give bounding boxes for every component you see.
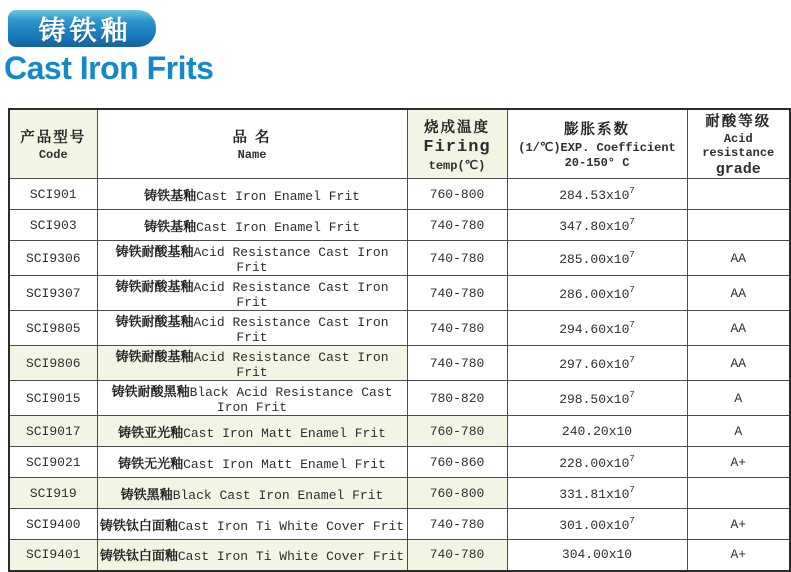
product-code-cell: SCI9017	[9, 416, 97, 447]
product-name-cell	[97, 179, 407, 210]
product-name-zh: 铸铁黑釉	[120, 486, 173, 502]
product-code-cell: SCI9400	[9, 509, 97, 540]
product-name-cell	[97, 478, 407, 509]
product-name-cell	[97, 447, 407, 478]
expansion-value: 294.60x10	[559, 321, 630, 337]
col-header-code-zh: 产品型号	[20, 130, 87, 146]
table-row	[9, 416, 790, 447]
expansion-exponent: 7	[629, 515, 635, 526]
acid-resistance-grade-cell: A+	[687, 540, 790, 571]
expansion-exponent: 7	[629, 354, 635, 365]
frits-spec-table	[8, 108, 791, 572]
product-name-cell	[97, 540, 407, 571]
product-name-en: Cast Iron Ti White Cover Frit	[177, 549, 405, 565]
expansion-value: 297.60x10	[559, 356, 630, 372]
expansion-value: 286.00x10	[559, 286, 630, 302]
product-code-cell: SCI9401	[9, 540, 97, 571]
product-name-zh: 铸铁钛白面釉	[99, 517, 178, 533]
product-name-zh: 铸铁耐酸基釉	[115, 279, 194, 294]
firing-temp-cell: 760-800	[407, 478, 507, 509]
product-name-cell	[97, 210, 407, 241]
product-code-cell: SCI919	[9, 478, 97, 509]
col-header-grade-en2: grade	[715, 161, 761, 178]
section-banner	[8, 10, 156, 47]
product-name-zh: 铸铁钛白面釉	[99, 548, 178, 564]
product-name-en: Cast Iron Enamel Frit	[196, 219, 360, 235]
product-code-cell: SCI9015	[9, 381, 97, 416]
expansion-coefficient-cell	[507, 447, 687, 478]
product-code-cell: SCI903	[9, 210, 97, 241]
table-row	[9, 346, 790, 381]
col-header-grade	[687, 109, 790, 179]
col-header-name	[97, 109, 407, 179]
expansion-coefficient-cell	[507, 478, 687, 509]
col-header-expansion-en: (1/℃)EXP. Coefficient	[518, 141, 676, 155]
product-name-zh: 铸铁亚光釉	[118, 424, 184, 440]
expansion-value: 331.81x10	[559, 486, 630, 502]
expansion-exponent: 7	[629, 319, 635, 330]
page-title: Cast Iron Frits	[4, 50, 214, 86]
acid-resistance-grade-cell: AA	[687, 241, 790, 276]
product-name-en: Black Acid Resistance Cast Iron Frit	[189, 385, 393, 415]
product-name-en: Cast Iron Matt Enamel Frit	[183, 456, 386, 472]
acid-resistance-grade-cell: AA	[687, 311, 790, 346]
expansion-value: 240.20x10	[561, 423, 633, 439]
expansion-value: 298.50x10	[559, 391, 630, 407]
firing-temp-cell: 760-860	[407, 447, 507, 478]
expansion-coefficient-cell	[507, 346, 687, 381]
product-name-zh: 铸铁耐酸基釉	[115, 314, 194, 329]
col-header-code	[9, 109, 97, 179]
product-name-en: Cast Iron Matt Enamel Frit	[183, 425, 386, 441]
product-name-zh: 铸铁基釉	[144, 187, 197, 203]
product-code-cell: SCI9307	[9, 276, 97, 311]
expansion-exponent: 7	[629, 484, 635, 495]
product-name-zh: 铸铁耐酸基釉	[115, 349, 194, 364]
product-name-en: Acid Resistance Cast Iron Frit	[193, 350, 389, 380]
table-row	[9, 447, 790, 478]
product-code-cell: SCI9021	[9, 447, 97, 478]
table-row	[9, 381, 790, 416]
acid-resistance-grade-cell	[687, 179, 790, 210]
firing-temp-cell: 740-780	[407, 276, 507, 311]
table-row	[9, 478, 790, 509]
firing-temp-cell: 760-780	[407, 416, 507, 447]
col-header-expansion-zh: 膨胀系数	[564, 122, 630, 138]
product-name-cell	[97, 381, 407, 416]
expansion-coefficient-cell	[507, 241, 687, 276]
col-header-name-en: Name	[237, 148, 267, 162]
product-name-en: Cast Iron Enamel Frit	[196, 188, 360, 204]
col-header-firing-zh: 烧成温度	[424, 119, 490, 136]
product-code-cell: SCI901	[9, 179, 97, 210]
page	[0, 10, 791, 572]
table-row	[9, 210, 790, 241]
col-header-code-en: Code	[38, 148, 68, 162]
acid-resistance-grade-cell: AA	[687, 346, 790, 381]
firing-temp-cell: 740-780	[407, 346, 507, 381]
product-name-en: Acid Resistance Cast Iron Frit	[193, 245, 389, 275]
table-header-row	[9, 109, 790, 179]
expansion-value: 284.53x10	[559, 187, 630, 203]
product-name-zh: 铸铁无光釉	[118, 455, 184, 471]
firing-temp-cell: 740-780	[407, 540, 507, 571]
table-row	[9, 311, 790, 346]
expansion-exponent: 7	[629, 249, 635, 260]
col-header-firing-unit: temp(℃)	[428, 158, 486, 173]
expansion-exponent: 7	[629, 284, 635, 295]
acid-resistance-grade-cell: AA	[687, 276, 790, 311]
acid-resistance-grade-cell	[687, 478, 790, 509]
product-name-cell	[97, 276, 407, 311]
firing-temp-cell: 740-780	[407, 210, 507, 241]
expansion-value: 301.00x10	[559, 517, 630, 533]
col-header-expansion	[507, 109, 687, 179]
expansion-value: 347.80x10	[559, 218, 630, 234]
table-row	[9, 276, 790, 311]
table-row	[9, 540, 790, 571]
firing-temp-cell: 760-800	[407, 179, 507, 210]
acid-resistance-grade-cell: A	[687, 381, 790, 416]
acid-resistance-grade-cell: A+	[687, 509, 790, 540]
product-name-en: Cast Iron Ti White Cover Frit	[177, 518, 405, 534]
expansion-coefficient-cell	[507, 210, 687, 241]
product-name-en: Acid Resistance Cast Iron Frit	[193, 280, 389, 310]
expansion-exponent: 7	[629, 453, 635, 464]
firing-temp-cell: 740-780	[407, 509, 507, 540]
acid-resistance-grade-cell: A+	[687, 447, 790, 478]
expansion-value: 304.00x10	[561, 547, 633, 563]
expansion-value: 285.00x10	[559, 251, 630, 267]
banner-title-zh: 铸铁釉	[38, 16, 132, 46]
product-name-en: Acid Resistance Cast Iron Frit	[193, 315, 389, 345]
expansion-exponent: 7	[629, 185, 635, 196]
expansion-value: 228.00x10	[559, 455, 630, 471]
product-name-cell	[97, 416, 407, 447]
product-name-cell	[97, 509, 407, 540]
firing-temp-cell: 780-820	[407, 381, 507, 416]
table-body	[9, 179, 790, 571]
expansion-exponent: 7	[629, 216, 635, 227]
product-name-cell	[97, 311, 407, 346]
expansion-coefficient-cell	[507, 179, 687, 210]
col-header-name-zh: 品 名	[232, 130, 272, 146]
product-code-cell: SCI9306	[9, 241, 97, 276]
product-name-zh: 铸铁耐酸基釉	[115, 244, 194, 259]
table-row	[9, 241, 790, 276]
expansion-coefficient-cell	[507, 311, 687, 346]
expansion-coefficient-cell	[507, 540, 687, 571]
expansion-coefficient-cell	[507, 416, 687, 447]
product-name-zh: 铸铁耐酸黑釉	[111, 384, 190, 399]
product-code-cell: SCI9805	[9, 311, 97, 346]
product-code-cell: SCI9806	[9, 346, 97, 381]
expansion-exponent: 7	[629, 389, 635, 400]
col-header-expansion-range: 20-150° C	[564, 156, 630, 170]
firing-temp-cell: 740-780	[407, 241, 507, 276]
table-row	[9, 509, 790, 540]
acid-resistance-grade-cell	[687, 210, 790, 241]
col-header-grade-en: Acid resistance	[702, 132, 775, 160]
product-name-en: Black Cast Iron Enamel Frit	[172, 487, 384, 503]
expansion-coefficient-cell	[507, 381, 687, 416]
expansion-coefficient-cell	[507, 276, 687, 311]
acid-resistance-grade-cell: A	[687, 416, 790, 447]
table-row	[9, 179, 790, 210]
col-header-firing-en: Firing	[423, 137, 491, 157]
col-header-firing	[407, 109, 507, 179]
expansion-coefficient-cell	[507, 509, 687, 540]
col-header-grade-zh: 耐酸等级	[705, 114, 772, 130]
firing-temp-cell: 740-780	[407, 311, 507, 346]
product-name-zh: 铸铁基釉	[144, 218, 197, 234]
product-name-cell	[97, 346, 407, 381]
product-name-cell	[97, 241, 407, 276]
